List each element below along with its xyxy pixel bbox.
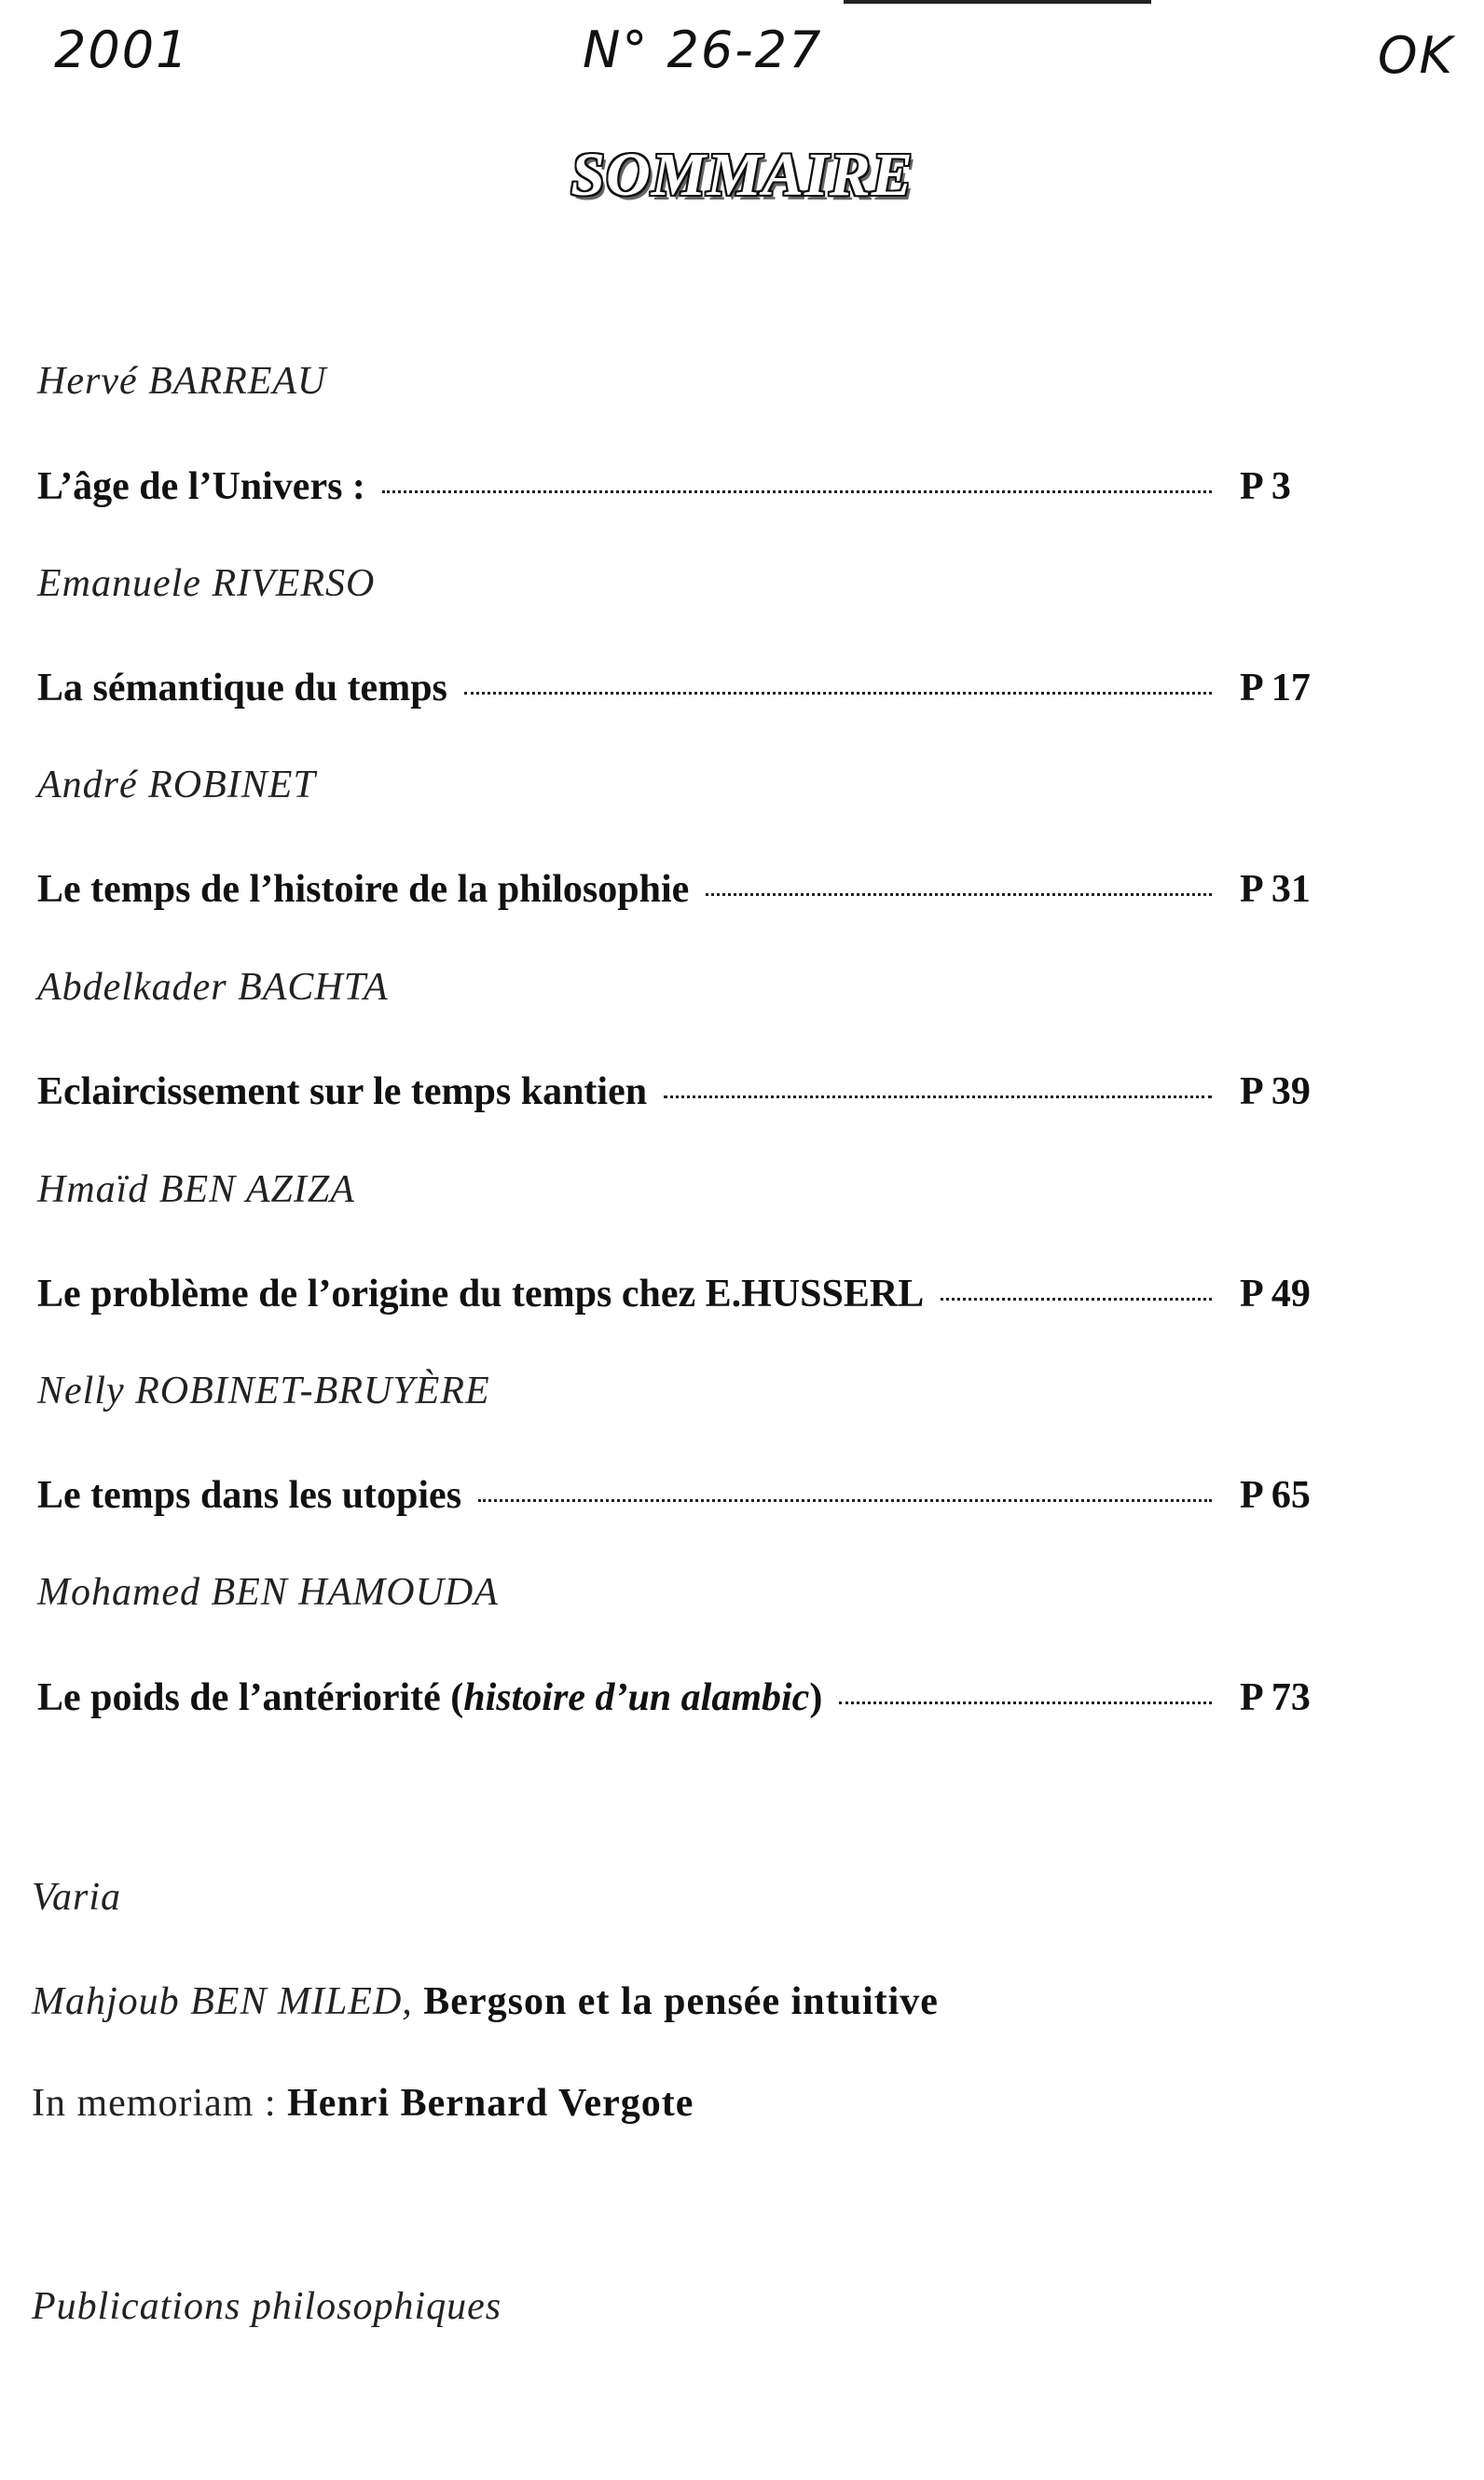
- varia-miled-entry[interactable]: [32, 1979, 939, 2024]
- author-ben-aziza: Hmaïd BEN AZIZA: [37, 1168, 355, 1211]
- entry-title: Le temps de l’histoire de la philosophie: [37, 868, 690, 911]
- entry-page: P 49: [1240, 1273, 1311, 1316]
- dot-leader: [839, 1702, 1212, 1704]
- handwritten-year: 2001: [54, 21, 190, 79]
- top-rule: [844, 0, 1151, 4]
- entry-title: [37, 1675, 822, 1720]
- entry-title: L’âge de l’Univers :: [37, 465, 365, 508]
- entry-page: P 17: [1240, 667, 1311, 710]
- memoriam-entry[interactable]: [32, 2081, 694, 2126]
- entry-title: Le temps dans les utopies: [37, 1474, 462, 1517]
- varia-miled-author: Mahjoub BEN MILED,: [32, 1980, 413, 2023]
- publications-entry[interactable]: [32, 2284, 502, 2329]
- toc-entry[interactable]: [37, 1069, 1324, 1114]
- varia-miled-title: Bergson et la pensée intuitive: [423, 1980, 939, 2023]
- dot-leader: [464, 692, 1212, 695]
- author-barreau: Hervé BARREAU: [37, 360, 327, 403]
- varia-heading: Varia: [32, 1876, 122, 1919]
- page-title: SOMMAIRE: [570, 141, 914, 209]
- entry-page: P 65: [1240, 1474, 1311, 1517]
- entry-title: La sémantique du temps: [37, 667, 447, 710]
- dot-leader: [478, 1499, 1212, 1502]
- entry-page: P 73: [1240, 1676, 1311, 1719]
- toc-entry[interactable]: [37, 666, 1324, 710]
- entry-title: Le problème de l’origine du temps chez E.HUSSERL: [37, 1273, 925, 1316]
- author-bachta: Abdelkader BACHTA: [37, 966, 389, 1009]
- dot-leader: [941, 1298, 1212, 1301]
- entry-title-end: ): [809, 1676, 823, 1719]
- entry-page: P 39: [1240, 1070, 1311, 1113]
- dot-leader: [382, 490, 1212, 493]
- author-robinet: André ROBINET: [37, 764, 316, 806]
- handwritten-issue-number: N° 26-27: [583, 21, 823, 79]
- entry-page: P 3: [1240, 465, 1291, 508]
- toc-entry[interactable]: [37, 464, 1324, 509]
- dot-leader: [706, 893, 1212, 896]
- handwritten-ok-mark: OK: [1378, 26, 1454, 85]
- author-riverso: Emanuele RIVERSO: [37, 562, 376, 605]
- memoriam-label: In memoriam :: [32, 2082, 277, 2125]
- dot-leader: [664, 1095, 1212, 1098]
- entry-title-italic: histoire d’un alambic: [463, 1676, 810, 1719]
- entry-title-main: Le poids de l’antériorité (: [37, 1676, 464, 1719]
- publications-label: Publications philosophiques: [32, 2285, 502, 2328]
- toc-entry[interactable]: [37, 1675, 1324, 1720]
- toc-entry[interactable]: [37, 867, 1324, 912]
- toc-entry[interactable]: [37, 1473, 1324, 1518]
- author-robinet-bruyere: Nelly ROBINET-BRUYÈRE: [37, 1370, 490, 1412]
- toc-entry[interactable]: [37, 1272, 1324, 1316]
- memoriam-name: Henri Bernard Vergote: [287, 2082, 694, 2125]
- entry-page: P 31: [1240, 868, 1311, 911]
- entry-title: Eclaircissement sur le temps kantien: [37, 1070, 648, 1113]
- author-ben-hamouda: Mohamed BEN HAMOUDA: [37, 1571, 499, 1614]
